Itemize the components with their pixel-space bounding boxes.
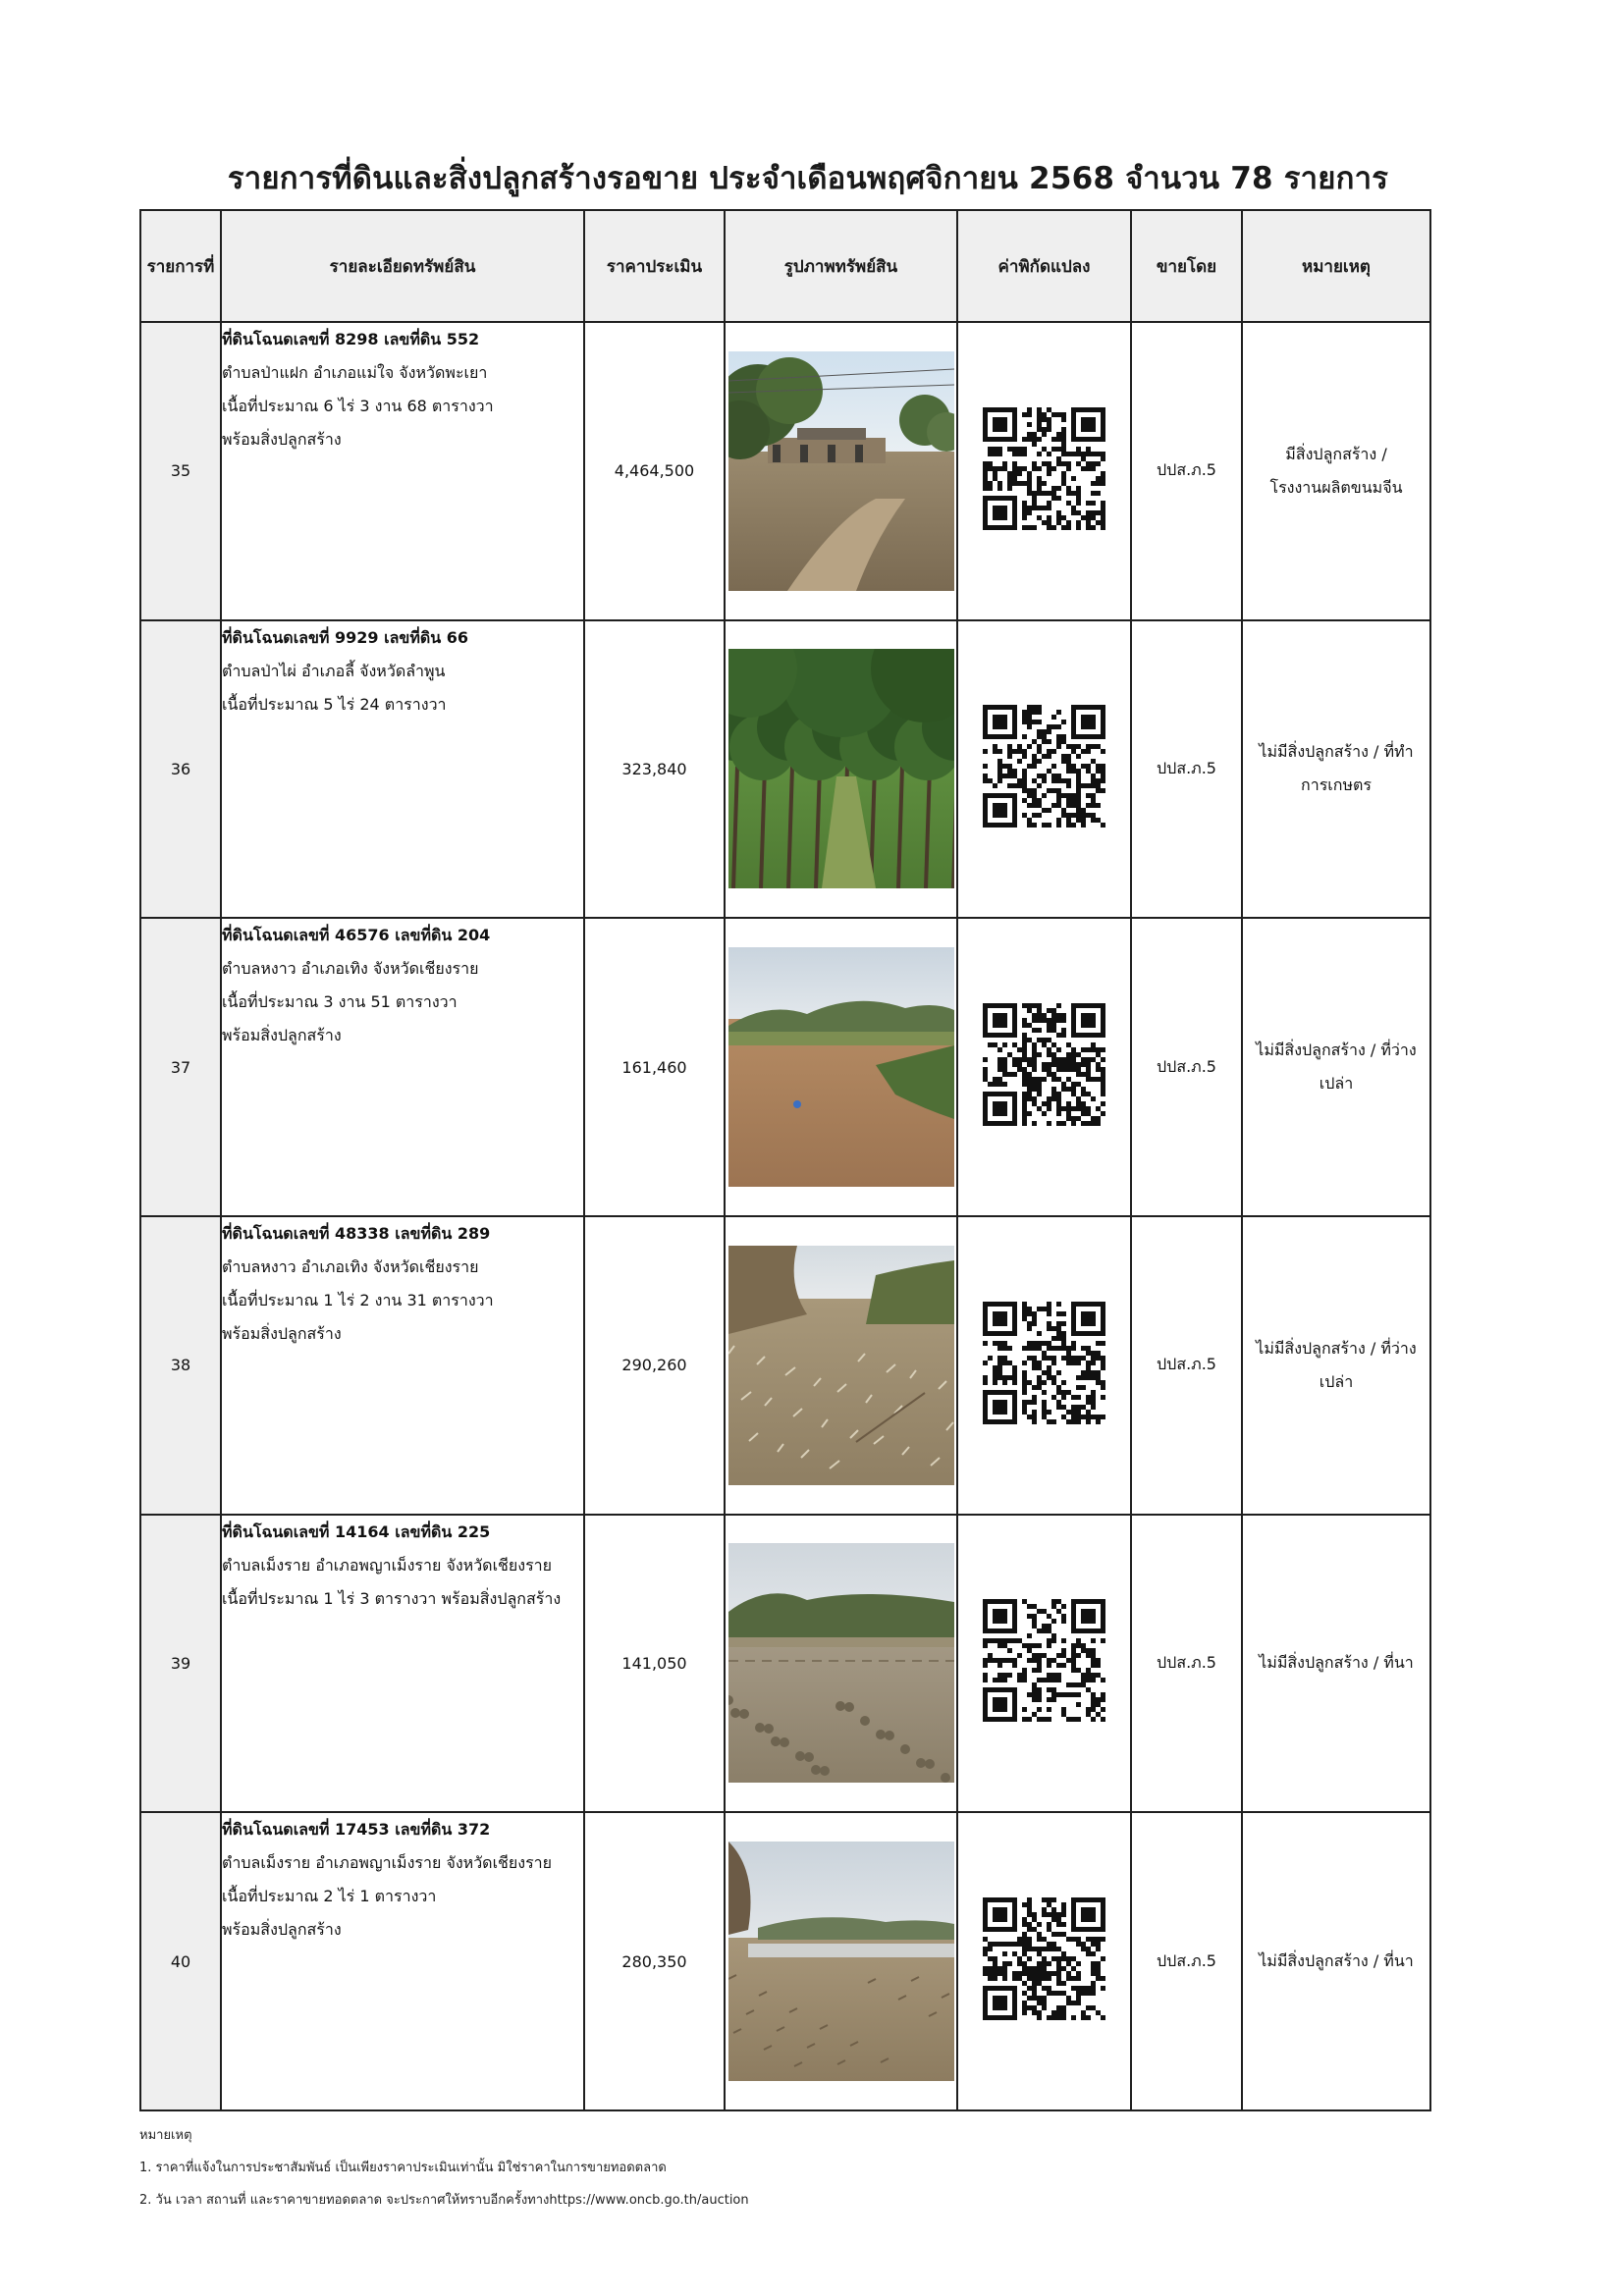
detail-line: เนื้อที่ประมาณ 1 ไร่ 2 งาน 31 ตารางวา [222,1290,494,1309]
property-detail [221,1515,584,1813]
detail-line: ตำบลหงาว อำเภอเทิง จังหวัดเชียงราย [222,959,479,979]
table-header-row [140,210,1430,322]
footnote-2: 2. วัน เวลา สถานที่ และราคาขายทอดตลาด จะประกาศให้ทราบอีกครั้งทางhttps://www.oncb.go.th/auction [139,2193,749,2208]
detail-line: พร้อมสิ่งปลูกสร้าง [222,1323,342,1343]
qr-code-icon[interactable] [981,1897,1108,2025]
row-number: 37 [140,918,221,1216]
property-photo-cell [725,322,957,620]
deed-line: ที่ดินโฉนดเลขที่ 9929 เลขที่ดิน 66 [222,627,469,647]
sold-by: ปปส.ภ.5 [1131,620,1242,919]
note-line: โรงงานผลิตขนมจีน [1269,477,1403,497]
note-line: ไม่มีสิ่งปลูกสร้าง / ที่นา [1259,1951,1414,1971]
coordinates-cell [957,322,1131,620]
table-row [140,918,1430,1216]
coordinates-cell [957,620,1131,919]
note-line: เปล่า [1319,1371,1354,1391]
header-coords: ค่าพิกัดแปลง [957,210,1131,322]
row-number: 35 [140,322,221,620]
property-photo-cell [725,918,957,1216]
table-row [140,1812,1430,2110]
note-line: เปล่า [1319,1074,1354,1094]
property-photo-cell [725,1216,957,1515]
detail-line: ตำบลป่าแฝก อำเภอแม่ใจ จังหวัดพะเยา [222,363,488,382]
deed-line: ที่ดินโฉนดเลขที่ 48338 เลขที่ดิน 289 [222,1223,491,1243]
orchard-photo [728,649,954,888]
table-row [140,322,1430,620]
header-no: รายการที่ [140,210,221,322]
row-number: 36 [140,620,221,919]
note [1242,1812,1430,2110]
detail-line: ตำบลเม็งราย อำเภอพญาเม็งราย จังหวัดเชียงราย [222,1853,553,1873]
row-number: 38 [140,1216,221,1515]
table-row [140,1216,1430,1515]
property-detail [221,322,584,620]
page-title: รายการที่ดินและสิ่งปลูกสร้างรอขาย ประจำเดือนพฤศจิกายน 2568 จำนวน 78 รายการ [227,161,1389,196]
property-detail [221,1812,584,2110]
table-row [140,620,1430,919]
deed-line: ที่ดินโฉนดเลขที่ 14164 เลขที่ดิน 225 [222,1522,491,1541]
sold-by: ปปส.ภ.5 [1131,1515,1242,1813]
paddy-photo [728,1842,954,2081]
sold-by: ปปส.ภ.5 [1131,1812,1242,2110]
note-line: ไม่มีสิ่งปลูกสร้าง / ที่ว่าง [1256,1041,1417,1060]
header-sold-by: ขายโดย [1131,210,1242,322]
detail-line: เนื้อที่ประมาณ 3 งาน 51 ตารางวา [222,992,458,1012]
deed-line: ที่ดินโฉนดเลขที่ 46576 เลขที่ดิน 204 [222,926,491,945]
note-line: ไม่มีสิ่งปลูกสร้าง / ที่นา [1259,1653,1414,1673]
detail-line: เนื้อที่ประมาณ 6 ไร่ 3 งาน 68 ตารางวา [222,397,494,415]
table-row [140,1515,1430,1813]
property-detail [221,620,584,919]
property-detail [221,918,584,1216]
coordinates-cell [957,1216,1131,1515]
footnote-1: 1. ราคาที่แจ้งในการประชาสัมพันธ์ เป็นเพียงราคาประเมินเท่านั้น มิใช่ราคาในการขายทอดตลาด [139,2161,667,2175]
property-detail [221,1216,584,1515]
footnotes [139,2119,749,2216]
note [1242,1515,1430,1813]
detail-line: ตำบลเม็งราย อำเภอพญาเม็งราย จังหวัดเชียงราย [222,1555,553,1575]
note-line: การเกษตร [1301,775,1372,795]
coordinates-cell [957,1515,1131,1813]
appraised-price: 141,050 [584,1515,725,1813]
sold-by: ปปส.ภ.5 [1131,918,1242,1216]
detail-line: พร้อมสิ่งปลูกสร้าง [222,430,342,449]
rice-field-photo [728,1543,954,1783]
dry-field-photo [728,1246,954,1485]
note [1242,620,1430,919]
header-price: ราคาประเมิน [584,210,725,322]
footnote-heading: หมายเหตุ [139,2128,192,2143]
note [1242,918,1430,1216]
property-photo-cell [725,620,957,919]
note-line: ไม่มีสิ่งปลูกสร้าง / ที่ทำ [1259,742,1414,762]
appraised-price: 161,460 [584,918,725,1216]
deed-line: ที่ดินโฉนดเลขที่ 17453 เลขที่ดิน 372 [222,1820,491,1840]
header-note: หมายเหตุ [1242,210,1430,322]
qr-code-icon[interactable] [981,407,1108,535]
row-number: 40 [140,1812,221,2110]
detail-line: ตำบลป่าไผ่ อำเภอลี้ จังหวัดลำพูน [222,661,446,680]
note-line: มีสิ่งปลูกสร้าง / [1285,444,1387,463]
deed-line: ที่ดินโฉนดเลขที่ 8298 เลขที่ดิน 552 [222,330,480,348]
note [1242,322,1430,620]
appraised-price: 290,260 [584,1216,725,1515]
qr-code-icon[interactable] [981,1599,1108,1727]
appraised-price: 323,840 [584,620,725,919]
farm-buildings-photo [728,351,954,591]
appraised-price: 280,350 [584,1812,725,2110]
bare-land-photo [728,947,954,1187]
row-number: 39 [140,1515,221,1813]
sold-by: ปปส.ภ.5 [1131,1216,1242,1515]
appraised-price: 4,464,500 [584,322,725,620]
note [1242,1216,1430,1515]
detail-line: เนื้อที่ประมาณ 5 ไร่ 24 ตารางวา [222,694,447,714]
header-photo: รูปภาพทรัพย์สิน [725,210,957,322]
property-photo-cell [725,1812,957,2110]
detail-line: ตำบลหงาว อำเภอเทิง จังหวัดเชียงราย [222,1256,479,1276]
qr-code-icon[interactable] [981,705,1108,832]
detail-line: เนื้อที่ประมาณ 1 ไร่ 3 ตารางวา พร้อมสิ่งปลูกสร้าง [222,1588,562,1608]
coordinates-cell [957,918,1131,1216]
detail-line: พร้อมสิ่งปลูกสร้าง [222,1026,342,1045]
detail-line: พร้อมสิ่งปลูกสร้าง [222,1920,342,1940]
header-detail: รายละเอียดทรัพย์สิน [221,210,584,322]
coordinates-cell [957,1812,1131,2110]
detail-line: เนื้อที่ประมาณ 2 ไร่ 1 ตารางวา [222,1887,437,1906]
sold-by: ปปส.ภ.5 [1131,322,1242,620]
qr-code-icon[interactable] [981,1302,1108,1429]
property-table [139,209,1431,2111]
property-photo-cell [725,1515,957,1813]
note-line: ไม่มีสิ่งปลูกสร้าง / ที่ว่าง [1256,1338,1417,1358]
qr-code-icon[interactable] [981,1003,1108,1131]
